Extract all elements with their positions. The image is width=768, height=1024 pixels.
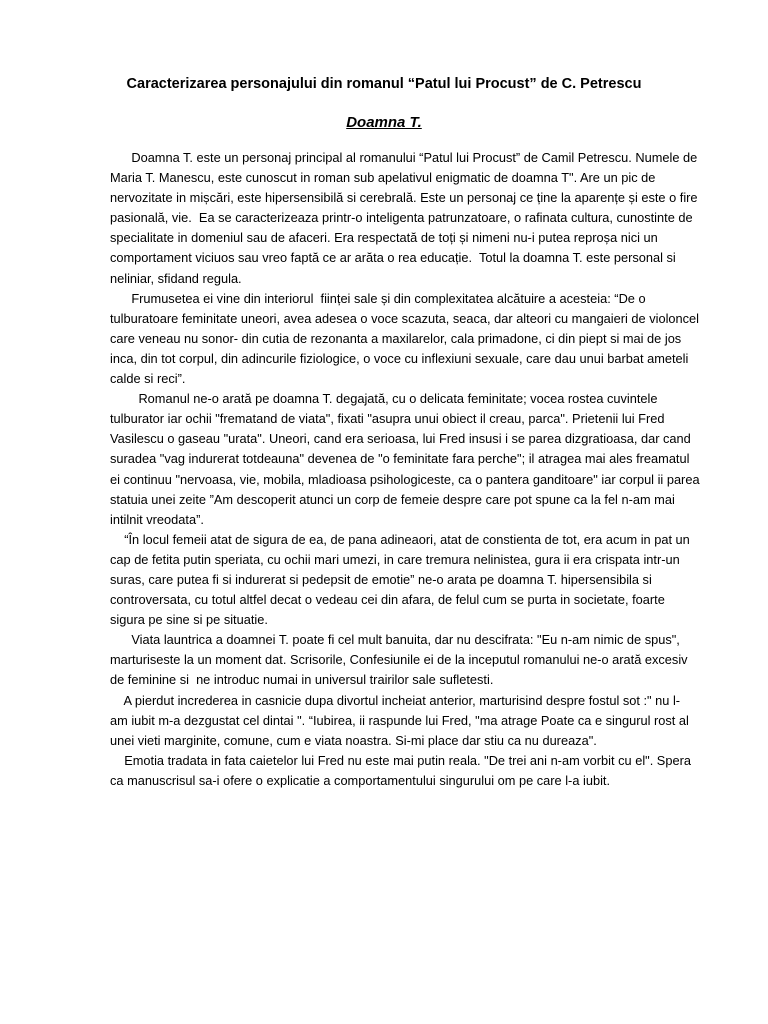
paragraph-line: pasională, vie. Ea se caracterizeaza printr-o inteligenta patrunzatoare, o rafinata cultura, cunostinte de	[110, 210, 693, 226]
paragraph-line: Maria T. Manescu, este cunoscut in roman sub apelativul enigmatic de doamna T". Are un pic de	[110, 170, 656, 186]
paragraph-line: ca manuscrisul sa-i ofere o explicatie a comportamentului singurului om pe care l-a iubit.	[110, 772, 611, 788]
paragraph-line: comportament viciuos sau vreo faptă ce ar arăta o rea educație. Totul la doamna T. este personal si	[110, 250, 676, 266]
paragraph-line: Doamna T. este un personaj principal al romanului “Patul lui Procust” de Camil Petrescu. Numele de	[110, 150, 698, 165]
paragraph-line: “În locul femeii atat de sigura de ea, de pana adineaori, atat de constienta de tot, era acum in pat un	[110, 531, 690, 547]
document-body	[110, 148, 711, 791]
paragraph-line: Viata launtrica a doamnei T. poate fi cel mult banuita, dar nu descifrata: "Eu n-am nimic de spus",	[110, 632, 680, 648]
paragraph-line: tulburator iar ochii "frematand de viata", fixati "asupra unui obiect il creau, parca". Prietenii lui Fred	[110, 411, 665, 427]
paragraph-line: neliniar, sfidand regula.	[110, 270, 242, 286]
paragraph-line: Vasilescu o gaseau "urata". Uneori, cand era serioasa, lui Fred insusi i se parea dizgratioasa, dar cand	[110, 431, 691, 447]
body-paragraph	[110, 148, 711, 289]
paragraph-line: tulburatoare feminitate uneori, avea adesea o voce scazuta, seaca, dar alteori cu mangaieri de violoncel	[110, 310, 700, 326]
paragraph-line: controversata, cu totul altfel decat o vedeau cei din afara, de felul cum se purta in societate, foarte	[110, 592, 665, 608]
paragraph-line: intilnit vreodata”.	[110, 511, 204, 527]
paragraph-line: de feminine si ne introduc numai in universul trairilor sale sufletesti.	[110, 672, 494, 688]
body-paragraph	[110, 751, 711, 791]
body-paragraph	[110, 691, 711, 751]
paragraph-line: Frumusetea ei vine din interiorul ființei sale și din complexitatea alcătuire a acesteia: “De o	[110, 290, 646, 306]
paragraph-line: specialitate in domeniul sau de afaceri. Era respectată de toți și nimeni nu-i putea reproșa nici un	[110, 230, 658, 246]
body-paragraph	[110, 630, 711, 690]
body-paragraph	[110, 530, 711, 630]
paragraph-line: care veneau nu sonor- din cutia de rezonanta a maxilarelor, cala primadone, ci din piept si mai de jos	[110, 330, 682, 346]
paragraph-line: statuia unei zeite ”Am descoperit atunci un corp de femeie despre care pot spune ca la fel n-am mai	[110, 491, 675, 507]
paragraph-line: nervozitate in mișcări, este hipersensibilă si cerebrală. Este un personaj ce ține la aparențe și este o fire	[110, 190, 698, 206]
body-paragraph	[110, 289, 711, 389]
paragraph-line: am iubit m-a dezgustat cel dintai ". “Iubirea, ii raspunde lui Fred, "ma atrage Poate ca e singurul rost al	[110, 712, 689, 728]
paragraph-line: inca, din tot corpul, din adincurile fiziologice, o voce cu inflexiuni sexuale, care dau unui barbat ameteli	[110, 350, 689, 366]
body-paragraph	[110, 389, 711, 530]
paragraph-line: sigura pe sine si pe situatie.	[110, 612, 268, 628]
document-title: Caracterizarea personajului din romanul “Patul lui Procust” de C. Petrescu	[126, 76, 642, 92]
paragraph-line: Romanul ne-o arată pe doamna T. degajată, cu o delicata feminitate; vocea rostea cuvintele	[110, 391, 658, 407]
paragraph-line: unei vieti marginite, comune, cum e viata noastra. Si-mi place dar stiu ca nu dureaza".	[110, 732, 597, 748]
paragraph-line: suras, care putea fi si indurerat si pedepsit de emotie” ne-o arata pe doamna T. hipersensibila si	[110, 571, 652, 587]
paragraph-line: cap de fetita putin speriata, cu ochii mari umezi, in care tremura nelinistea, gura ii era crispata intr-un	[110, 551, 680, 567]
paragraph-line: A pierdut increderea in casnicie dupa divortul incheiat anterior, marturisind despre fostul sot :" nu l-	[110, 692, 681, 708]
paragraph-line: marturiseste la un moment dat. Scrisorile, Confesiunile ei de la inceputul romanului ne-o arată excesiv	[110, 652, 688, 668]
paragraph-line: ei continuu "nervoasa, vie, mobila, mladioasa psihologiceste, ca o pantera ganditoare" iar corpul ii parea	[110, 471, 700, 487]
paragraph-line: suradea "vag indurerat totdeauna" devenea de "o feminitate fara perche"; il atragea mai ales freamatul	[110, 451, 690, 467]
paragraph-line: Emotia tradata in fata caietelor lui Fred nu este mai putin reala. "De trei ani n-am vorbit cu el". Spera	[110, 752, 691, 768]
paragraph-line: calde si reci”.	[110, 371, 186, 387]
document-subtitle: Doamna T.	[346, 114, 422, 131]
